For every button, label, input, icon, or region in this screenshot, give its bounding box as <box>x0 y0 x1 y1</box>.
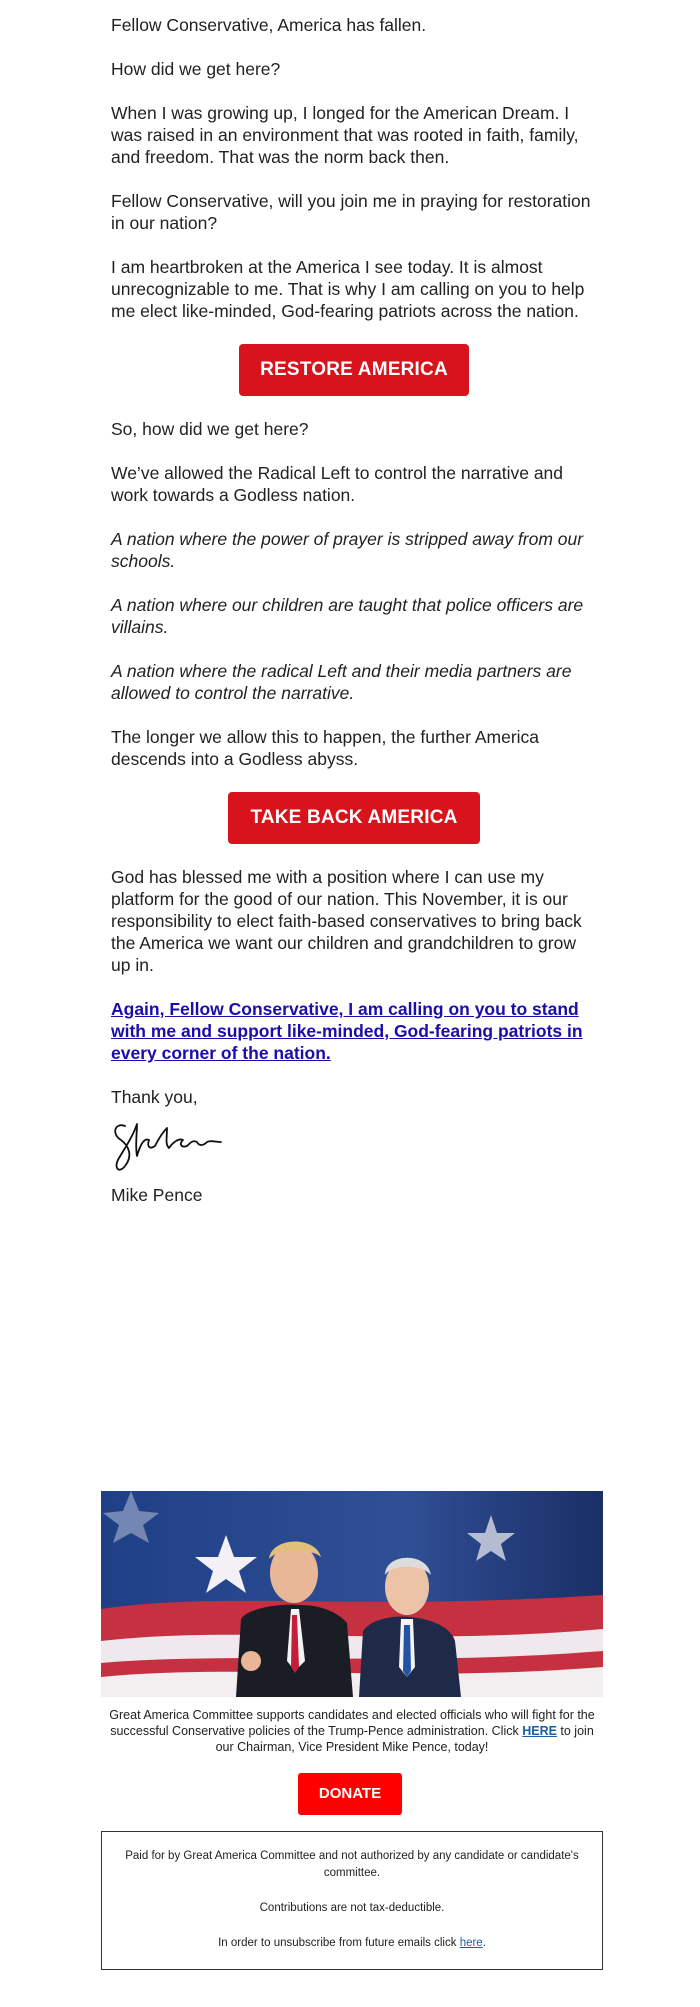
restore-america-wrap <box>111 344 597 396</box>
join-here-link[interactable]: HERE <box>522 1724 557 1738</box>
flag-background-image <box>101 1491 603 1697</box>
unsubscribe-suffix: . <box>482 1937 486 1949</box>
unsubscribe-link[interactable]: here <box>459 1937 483 1949</box>
letter-paragraph: I am heartbroken at the America I see today. It is almost unrecognizable to me. That is why I am calling on you to help me elect like-minded, God-fearing patriots across the nation. <box>111 257 585 321</box>
signature-name: Mike Pence <box>111 1185 203 1205</box>
unsubscribe-text <box>102 1935 602 1952</box>
italic-paragraph: A nation where the power of prayer is stripped away from our schools. <box>111 529 584 571</box>
letter-body <box>111 0 597 1228</box>
closing: Thank you, <box>111 1087 198 1107</box>
support-link-paragraph <box>111 998 597 1064</box>
letter-paragraph: So, how did we get here? <box>111 419 309 439</box>
letter-paragraph: The longer we allow this to happen, the further America descends into a Godless abyss. <box>111 727 540 769</box>
support-link[interactable]: Again, Fellow Conservative, I am calling on you to stand with me and support like-minded, God-fearing patriots in every corner of the nation. <box>111 999 583 1063</box>
disclaimer-box <box>101 1831 603 1970</box>
footer-text-end: to join our Chairman, Vice President Mike Pence, today! <box>215 1724 594 1754</box>
take-back-america-button[interactable]: TAKE BACK AMERICA <box>228 792 479 844</box>
italic-paragraph: A nation where the radical Left and their media partners are allowed to control the narrative. <box>111 661 572 703</box>
tax-text: Contributions are not tax-deductible. <box>259 1902 445 1914</box>
letter-paragraph: We’ve allowed the Radical Left to control the narrative and work towards a Godless nation. <box>111 463 564 505</box>
donate-wrap <box>0 1773 700 1815</box>
footer-text-start: Great America Committee supports candidates and elected officials who will fight for the successful Conservative policies of the Trump-Pence administration. Click <box>109 1708 595 1738</box>
letter-paragraph: Fellow Conservative, will you join me in praying for restoration in our nation? <box>111 191 591 233</box>
letter-paragraph: God has blessed me with a position where I can use my platform for the good of our nation. This November, it is our responsibility to elect faith-based conservatives to bring back the America we want our children and grandchildren to grow up in. <box>111 867 582 975</box>
italic-paragraph: A nation where our children are taught that police officers are villains. <box>111 595 584 637</box>
trump-pence-photo <box>101 1491 603 1697</box>
letter-paragraph: When I was growing up, I longed for the American Dream. I was raised in an environment that was rooted in faith, family, and freedom. That was the norm back then. <box>111 103 579 167</box>
paid-for-text: Paid for by Great America Committee and not authorized by any candidate or candidate's committee. <box>125 1850 579 1879</box>
footer-text <box>101 1707 603 1755</box>
take-back-america-wrap <box>111 792 597 844</box>
unsubscribe-prefix: In order to unsubscribe from future emails click <box>218 1937 460 1949</box>
donate-button[interactable]: DONATE <box>298 1773 402 1815</box>
restore-america-button[interactable]: RESTORE AMERICA <box>239 344 469 396</box>
letter-paragraph: Fellow Conservative, America has fallen. <box>111 15 427 35</box>
letter-paragraph: How did we get here? <box>111 59 281 79</box>
signature-image <box>107 1112 227 1176</box>
